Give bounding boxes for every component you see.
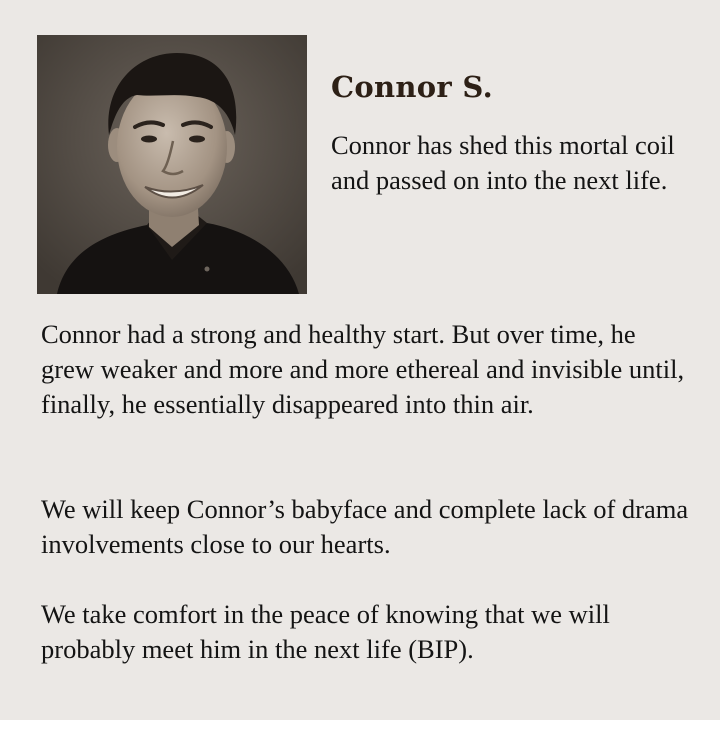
portrait-illustration [37,35,307,294]
paragraph-life: Connor had a strong and healthy start. But over time, he grew weaker and more and more ethereal and invisible until, finally, he essentially disappeared into thin air. [41,319,685,419]
paragraph-remembrance: We will keep Connor’s babyface and complete lack of drama involvements close to our hearts. [41,494,689,559]
intro-text: Connor has shed this mortal coil and passed on into the next life. [331,130,675,195]
portrait-photo [37,35,307,294]
paragraph-comfort: We take comfort in the peace of knowing that we will probably meet him in the next life (BIP). [41,599,610,664]
person-name: Connor S. [331,70,494,104]
